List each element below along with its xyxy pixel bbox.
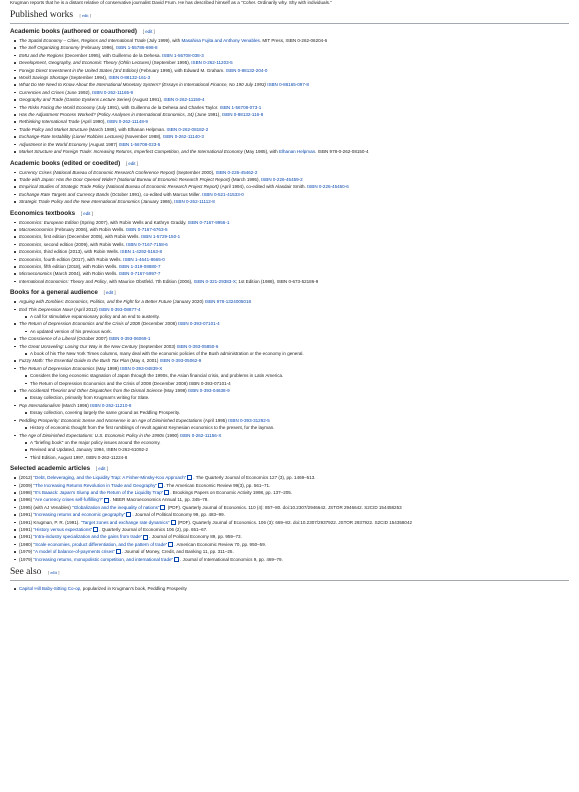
- isbn-link[interactable]: ISBN 0-393-04638-9: [187, 388, 230, 394]
- article-item: [19, 533, 569, 540]
- article-link[interactable]: "The Increasing Returns Revolution in Trade and Geography": [33, 482, 157, 488]
- external-link-icon: [164, 490, 169, 495]
- isbn-link[interactable]: ISBN 0-88132-161-3: [108, 75, 151, 81]
- article-journal: . Journal of Money, Credit, and Banking 11, pp. 311–25.: [122, 549, 234, 555]
- list-item: [19, 320, 569, 327]
- book-details: , third edition (2013), with Robin Wells.: [41, 249, 121, 255]
- articles-list: [10, 474, 569, 563]
- list-item: [19, 126, 569, 133]
- edit-bracket: [ edit ]: [142, 29, 155, 34]
- book-details: (July 1991), with Guillermo de la Dehesa and Charles Taylor.: [95, 104, 220, 110]
- book-details: (February 1996),: [79, 45, 116, 51]
- article-link[interactable]: "Are currency crises self-fulfilling?": [33, 497, 104, 503]
- sub-list-item: History of economic thought from the first rumblings of revolt against Keynesian economics to the present, for the layman.: [30, 424, 569, 431]
- see-also-list: [10, 585, 569, 592]
- book-title: Economics: [19, 234, 42, 240]
- see-also-link[interactable]: Capitol Hill Baby-Sitting Co-op: [19, 586, 81, 591]
- article-item: [19, 504, 569, 511]
- book-details: (May 1999): [94, 365, 121, 371]
- article-year: (1991): [19, 526, 34, 532]
- intro-text: Krugman reports that he is a distant relative of conservative journalist David Frum. He has described himself as a "Coher. Ordinarily why. Shy with individuals.": [10, 0, 332, 5]
- book-details: (September 1995),: [150, 60, 192, 66]
- book-details: (September 1994),: [68, 75, 109, 81]
- book-title: EMU and the Regions: [19, 52, 64, 58]
- textbooks-list: [10, 219, 569, 286]
- sub-list-item: A book of his The New York Times columns, many deal with the economic policies of the Bush administration or the economy in general.: [30, 350, 569, 357]
- isbn-link[interactable]: ISBN 0-226-45459-2: [261, 176, 303, 182]
- external-link-icon: [93, 527, 98, 532]
- book-tail: . ISBN 978-0-262-08150-4: [315, 149, 369, 155]
- article-year: (1995) (with AJ Venables): [19, 504, 73, 510]
- book-details: , fourth edition (2017), with Robin Wells.: [41, 256, 124, 262]
- book-title: The Great Unraveling: Losing Our Way in the New Century: [19, 343, 138, 349]
- list-item: [19, 104, 569, 111]
- book-title: The Self Organizing Economy: [19, 45, 80, 51]
- list-item: [19, 198, 569, 205]
- book-details: (April 1994), co-edited with Alasdair Smith.: [218, 184, 308, 190]
- book-details: (April 1990),: [79, 119, 107, 125]
- edit-bracket: [ edit ]: [95, 466, 108, 472]
- list-item: [19, 241, 569, 248]
- sub-list-item: Essay collection, primarily from Krugman's writing for Slate.: [30, 394, 569, 401]
- article-item: [19, 541, 569, 548]
- sub-list-item: An updated version of his previous work.: [30, 328, 569, 335]
- see-also-item: [19, 585, 569, 592]
- isbn-link[interactable]: Masahisa Fujita and Anthony Venables: [181, 38, 260, 43]
- book-tail: ; 1st Edition (1988), ISBN 0-673-52186-9: [235, 278, 319, 284]
- articles-title: Selected academic articles: [10, 465, 91, 473]
- see-also-text: , popularized in Krugman's book, Peddling Prosperity: [80, 586, 187, 591]
- book-details: (August 1991),: [131, 97, 164, 103]
- general-audience-heading: [10, 289, 569, 297]
- article-year: (1991): [19, 534, 34, 540]
- list-item: [19, 59, 569, 66]
- edit-bracket: [ edit ]: [80, 210, 93, 216]
- list-item: [19, 298, 569, 305]
- book-title: Pop Internationalism: [19, 402, 61, 408]
- isbn-link[interactable]: ISBN 0-262-11165-9: [92, 89, 134, 95]
- general-audience-list: [10, 298, 569, 461]
- book-title: Adjustment in the World Economy: [19, 141, 88, 147]
- list-item: [19, 248, 569, 255]
- book-details: (October 1991), co-edited with Marcus Miller.: [109, 191, 203, 197]
- book-title: Rethinking International Trade: [19, 119, 80, 125]
- academic-edited-heading: [10, 160, 569, 168]
- article-journal: . The Quarterly Journal of Economics 127 (3), pp. 1469–513.: [193, 475, 316, 481]
- sub-list: [19, 439, 569, 461]
- sub-list: [19, 350, 569, 357]
- book-details: (June 1992),: [63, 89, 93, 95]
- article-year: (1996): [19, 497, 34, 503]
- book-details: (December 1995), with Guillermo de la Dehesa.: [63, 52, 163, 58]
- book-title: Macroeconomics: [19, 226, 54, 232]
- list-item: [19, 169, 569, 176]
- book-title: Currency Crises (National Bureau of Economic Research Conference Report): [19, 169, 176, 175]
- article-item: [19, 556, 569, 563]
- article-year: (1991): [19, 512, 34, 518]
- academic-authored-list: [10, 37, 569, 156]
- isbn-link[interactable]: ISBN 0-262-11203-5: [191, 60, 233, 66]
- see-also-heading: [10, 566, 569, 581]
- isbn-link[interactable]: ISBN 0-393-07101-4: [177, 321, 220, 327]
- book-title: Economics: [19, 241, 42, 247]
- external-link-icon: [174, 557, 179, 562]
- sub-list: [19, 372, 569, 387]
- external-link-icon: [143, 535, 148, 540]
- academic-authored-title: Academic books (authored or coauthored): [10, 28, 138, 35]
- article-item: [19, 489, 569, 496]
- book-title: Development, Geography, and Economic Theory (Ohlin Lectures): [19, 60, 151, 66]
- book-details: (May 4, 2001): [129, 358, 160, 364]
- edit-link[interactable]: edit: [50, 570, 57, 575]
- article-journal: (PDF). Quarterly Journal of Economics. 106 (3): 669–82. doi:10.2307/2937922. JSTOR 2937922. S2CID 154358042: [176, 519, 413, 525]
- isbn-link[interactable]: ISBN 0-262-11156-X: [179, 432, 222, 438]
- list-item: [19, 37, 569, 44]
- list-item: [19, 74, 569, 81]
- list-item: [19, 270, 569, 277]
- book-details: (October 2007): [75, 336, 109, 342]
- isbn-link[interactable]: ISBN 0-393-05850-6: [176, 343, 219, 349]
- sub-list-item: Third Edition, August 1997, ISBN 0-262-11224-8: [30, 454, 569, 461]
- textbooks-heading: [10, 210, 569, 218]
- sub-list-item: Essay collection, covering largely the same ground as Peddling Prosperity.: [30, 409, 569, 416]
- book-title: The Accidental Theorist and Other Dispatches from the Dismal Science: [19, 388, 163, 394]
- isbn-link[interactable]: ISBN 0-393-05062-9: [159, 358, 202, 364]
- list-item: [19, 306, 569, 313]
- list-item: [19, 233, 569, 240]
- book-title: What Do We Need to Know About the International Monetary System? (Essays in International Finance, No 190 July 1993): [19, 82, 266, 88]
- isbn-link[interactable]: ISBN 1-56708-038-3: [162, 52, 204, 58]
- book-details: (July 1999), with: [145, 38, 182, 43]
- isbn-link[interactable]: ISBN 0-262-08182-2: [166, 126, 209, 132]
- article-link[interactable]: "Globalization and the inequality of nations": [72, 504, 160, 510]
- article-link[interactable]: "Debt, Deleveraging, and the Liquidity Trap: A Fisher-Minsky-Koo Approach": [33, 475, 187, 481]
- book-title: Peddling Prosperity: Economic Sense and Nonsense in an Age of Diminished Expectations: [19, 417, 203, 423]
- book-details: (1990): [164, 432, 180, 438]
- general-audience-title: Books for a general audience: [10, 289, 98, 297]
- sub-list-item: Revised and Updated, January 1994, ISBN 0-262-61092-2: [30, 446, 569, 453]
- isbn-link[interactable]: ISBN 0-226-45462-2: [215, 169, 258, 175]
- isbn-link[interactable]: Elhanan Helpman: [278, 149, 316, 155]
- sub-list-item: Considers the long economic stagnation of Japan through the 1990s, the Asian financial crisis, and problems in Latin America.: [30, 372, 569, 379]
- edit-link[interactable]: edit: [98, 466, 106, 472]
- sub-list: [19, 409, 569, 416]
- book-title: The Age of Diminished Expectations: U.S. Economic Policy in the 1990s: [19, 432, 165, 438]
- article-year: (1979): [19, 556, 34, 562]
- article-journal: . Journal of International Economics 9, pp. 469–79.: [180, 556, 283, 562]
- external-link-icon: [168, 542, 173, 547]
- book-title: Microeconomics: [19, 271, 52, 277]
- book-details: , with Maurice Obstfeld. 7th Edition (2006),: [106, 278, 194, 284]
- article-journal: . American Economic Review 70, pp. 950–59.: [174, 541, 266, 547]
- book-details: (February 2006), with Robin Wells.: [53, 226, 126, 232]
- list-item: [19, 263, 569, 270]
- isbn-link[interactable]: ISBN 0-393-31292-5: [228, 417, 270, 423]
- published-works-heading: [10, 9, 569, 24]
- isbn-link[interactable]: ISBN 978-1324005018: [204, 299, 252, 305]
- isbn-link[interactable]: ISBN 0-393-04839-X: [120, 365, 163, 371]
- list-item: [19, 52, 569, 59]
- isbn-link[interactable]: ISBN 0-88132-204-0: [225, 67, 268, 73]
- isbn-link[interactable]: ISBN 0-226-45460-6: [307, 184, 349, 190]
- article-journal: (PDF). Quarterly Journal of Economics. 110 (4): 857–80. doi:10.2307/2946642. JSTOR 2946642. S2CID 154458253: [166, 504, 402, 510]
- isbn-link[interactable]: ISBN 1-56708-073-1: [219, 104, 262, 110]
- article-link[interactable]: "It's Baaack: Japan's Slump and the Return of the Liquidity Trap": [33, 489, 164, 495]
- article-year: (2009): [19, 482, 34, 488]
- list-item: [19, 278, 569, 285]
- sub-list: [19, 313, 569, 320]
- article-year: (1979): [19, 549, 34, 555]
- book-details: (January 2020): [171, 299, 205, 305]
- book-details: (September 2000),: [175, 169, 216, 175]
- article-link[interactable]: "A model of balance-of-payments crises": [33, 549, 115, 555]
- book-title: Economics: [19, 263, 42, 269]
- isbn-link[interactable]: ISBN 0-7167-7158-6: [126, 241, 168, 247]
- article-item: [19, 511, 569, 518]
- sub-list-item: A call for stimulative expansionary policy and an end to austerity.: [30, 313, 569, 320]
- list-item: [19, 89, 569, 96]
- external-link-icon: [158, 483, 163, 488]
- book-details: , fifth edition (2018), with Robin Wells.: [41, 263, 119, 269]
- book-title: The Conscience of a Liberal: [19, 336, 76, 342]
- article-item: [19, 474, 569, 481]
- isbn-link[interactable]: ISBN 0-88132-116-8: [221, 112, 264, 118]
- book-title: Economics: [19, 256, 42, 262]
- article-item: [19, 519, 569, 526]
- edit-bracket: [ edit ]: [103, 290, 116, 296]
- article-journal: . The American Economic Review 99(3), pp. 561–71.: [163, 482, 271, 488]
- book-details: , first edition (December 2005), with Robin Wells.: [41, 234, 141, 240]
- article-year: (1998): [19, 489, 34, 495]
- isbn-link[interactable]: ISBN 1-4292-5163-8: [120, 249, 162, 255]
- isbn-link[interactable]: ISBN 1-56708-023-5: [118, 141, 161, 147]
- book-details: (May 1985), with: [242, 149, 279, 155]
- article-link[interactable]: "History versus expectations": [33, 526, 93, 532]
- book-details: (November 1988),: [123, 134, 163, 140]
- book-title: Economics: European Edition: [19, 219, 79, 225]
- article-journal: . NBER Macroeconomics Annual 11, pp. 345–78.: [110, 497, 209, 503]
- book-tail: . MIT Press, ISBN 0-262-06204-6: [259, 38, 328, 43]
- external-link-icon: [187, 475, 192, 480]
- isbn-link[interactable]: ISBN 1-4641-8665-0: [123, 256, 165, 262]
- sub-list: [19, 394, 569, 401]
- book-title: Fuzzy Math: The Essential Guide to the Bush Tax Plan: [19, 358, 130, 364]
- list-item: [19, 357, 569, 364]
- academic-authored-heading: [10, 28, 569, 36]
- list-item: [19, 335, 569, 342]
- list-item: [19, 141, 569, 148]
- isbn-link[interactable]: ISBN 0-321-29383-X: [193, 278, 236, 284]
- isbn-link[interactable]: ISBN 0-262-11140-3: [162, 134, 204, 140]
- isbn-link[interactable]: ISBN 0-7167-5997-7: [118, 271, 161, 277]
- book-details: (December 2008): [140, 321, 178, 327]
- sub-list: [19, 328, 569, 335]
- isbn-link[interactable]: ISBN 0-262-11148-9: [106, 119, 148, 125]
- edit-link[interactable]: edit: [145, 29, 153, 34]
- book-details: (Spring 2007), with Robin Wells and Kathryn Graddy.: [78, 219, 188, 225]
- book-details: (April 1995): [202, 417, 229, 423]
- academic-edited-title: Academic books (edited or coedited): [10, 159, 121, 167]
- book-title: Currencies and Crises: [19, 89, 64, 95]
- article-journal: . Journal of Political Economy 89, pp. 959–73.: [149, 534, 242, 540]
- book-details: (May 1998): [162, 388, 188, 394]
- see-also-title: See also: [10, 567, 42, 577]
- article-link[interactable]: "Intra-industry specialization and the gains from trade": [33, 534, 143, 540]
- list-item: [19, 67, 569, 74]
- article-item: [19, 548, 569, 555]
- list-item: [19, 96, 569, 103]
- list-item: [19, 432, 569, 439]
- list-item: [19, 148, 569, 155]
- book-title: Arguing with Zombies: Economics, Politics, and the Fight for a Better Future: [19, 299, 172, 305]
- sub-list-item: The Return of Depression Economics and the Crisis of 2008 (December 2008) ISBN 0-393-07101-4: [30, 380, 569, 387]
- article-journal: . Journal of Political Economy 99, pp. 483–99.: [132, 512, 225, 518]
- academic-edited-list: [10, 169, 569, 206]
- book-details: (March 1996): [60, 402, 91, 408]
- sub-list-item: A "briefing book" on the major policy issues around the economy.: [30, 439, 569, 446]
- list-item: [19, 417, 569, 424]
- list-item: [19, 118, 569, 125]
- article-year: (1991) Krugman, P. R. (1991).: [19, 519, 81, 525]
- book-details: (February 1995), with Edward M. Graham.: [138, 67, 226, 73]
- edit-link[interactable]: edit: [83, 210, 91, 216]
- external-link-icon: [160, 505, 165, 510]
- article-link[interactable]: "Increasing returns, monopolistic competition, and international trade": [33, 556, 174, 562]
- list-item: [19, 191, 569, 198]
- list-item: [19, 183, 569, 190]
- book-title: Geography and Trade (Gaston Eyskens Lecture Series): [19, 97, 132, 103]
- list-item: [19, 81, 569, 88]
- sub-list: [19, 424, 569, 431]
- article-link[interactable]: "Target zones and exchange rate dynamics": [80, 519, 170, 525]
- external-link-icon: [104, 498, 109, 503]
- article-year: (2012): [19, 475, 34, 481]
- article-link[interactable]: "Scale economies, product differentiation, and the pattern of trade": [33, 541, 168, 547]
- isbn-link[interactable]: ISBN 0-393-06069-1: [108, 336, 151, 342]
- isbn-link[interactable]: ISBN 0-262-11159-4: [163, 97, 205, 103]
- book-title: Market Structure and Foreign Trade: Increasing Returns, Imperfect Competition, and the International Economy: [19, 149, 243, 155]
- section-title: Published works: [10, 10, 74, 20]
- book-details: (August 1987): [87, 141, 119, 147]
- list-item: [19, 219, 569, 226]
- book-title: Trade with Japan: Has the Door Opened Wider? (National Bureau of Economic Research Project Report): [19, 176, 231, 182]
- isbn-link[interactable]: ISBN 0-88165-097-8: [267, 82, 309, 88]
- book-title: Exchange-Rate Instability (Lionel Robbins Lectures): [19, 134, 124, 140]
- list-item: [19, 256, 569, 263]
- list-item: [19, 226, 569, 233]
- book-details: , second edition (2009), with Robin Wells.: [41, 241, 127, 247]
- isbn-link[interactable]: ISBN 0-7167-9956-1: [187, 219, 230, 225]
- edit-bracket: [ edit ]: [125, 160, 138, 166]
- articles-heading: [10, 465, 569, 473]
- isbn-link[interactable]: ISBN 0-521-41533-0: [202, 191, 244, 197]
- isbn-link[interactable]: ISBN 0-393-08877-4: [98, 306, 141, 312]
- isbn-link[interactable]: ISBN 0-7167-6763-5: [125, 226, 168, 232]
- edit-bracket: [ edit ]: [79, 13, 92, 18]
- book-details: (March 2004), with Robin Wells.: [51, 271, 119, 277]
- isbn-link[interactable]: ISBN 1-5729-150-1: [140, 234, 181, 240]
- edit-bracket: [ edit ]: [47, 570, 60, 575]
- list-item: [19, 111, 569, 118]
- book-title: International Economics: Theory and Policy: [19, 278, 107, 284]
- book-title: The Return of Depression Economics: [19, 365, 95, 371]
- list-item: [19, 402, 569, 409]
- isbn-link[interactable]: ISBN 0-262-11210-8: [90, 402, 132, 408]
- list-item: [19, 365, 569, 372]
- book-title: Empirical Studies of Strategic Trade Policy (National Bureau of Economic Research Project Report): [19, 184, 219, 190]
- book-details: (June 1991),: [193, 112, 222, 118]
- article-year: (1980): [19, 541, 34, 547]
- book-details: (September 2003): [137, 343, 177, 349]
- list-item: [19, 343, 569, 350]
- edit-link[interactable]: edit: [82, 13, 89, 18]
- book-details: (March 1989), with Elhanan Helpman.: [87, 126, 167, 132]
- isbn-link[interactable]: ISBN 1-55786-698-8: [115, 45, 158, 51]
- book-title: The Spatial Economy – Cities, Regions and International Trade: [19, 38, 146, 43]
- book-details: (March 1995),: [230, 176, 261, 182]
- external-link-icon: [126, 512, 131, 517]
- external-link-icon: [116, 549, 121, 554]
- external-link-icon: [171, 520, 176, 525]
- book-title: World Savings Shortage: [19, 75, 69, 81]
- list-item: [19, 176, 569, 183]
- book-title: Has the Adjustment Process Worked? (Policy Analyses in International Economics, 34): [19, 112, 194, 118]
- book-title: End This Depression Now!: [19, 306, 73, 312]
- article-item: [19, 496, 569, 503]
- edit-link[interactable]: edit: [128, 160, 136, 166]
- article-journal: . Quarterly Journal of Economics 106 (2), pp. 651–67.: [99, 526, 208, 532]
- book-details: (April 2012): [72, 306, 99, 312]
- isbn-link[interactable]: ISBN 0-262-11112-8: [174, 199, 215, 205]
- book-title: Economics: [19, 249, 42, 255]
- isbn-link[interactable]: ISBN 1-319-08880-7: [118, 263, 161, 269]
- book-title: Strategic Trade Policy and the New International Economics: [19, 199, 140, 205]
- book-details: (January 1986),: [139, 199, 175, 205]
- list-item: [19, 44, 569, 51]
- book-title: Trade Policy and Market Structure: [19, 126, 88, 132]
- article-link[interactable]: "Increasing returns and economic geography": [33, 512, 126, 518]
- article-item: [19, 482, 569, 489]
- book-title: Foreign Direct Investment in the United States (3rd Edition): [19, 67, 139, 73]
- list-item: [19, 133, 569, 140]
- book-title: The Return of Depression Economics and the Crisis of 2008: [19, 321, 141, 327]
- book-title: Exchange Rate Targets and Currency Bands: [19, 191, 110, 197]
- list-item: [19, 387, 569, 394]
- book-title: The Risks Facing the World Economy: [19, 104, 96, 110]
- edit-link[interactable]: edit: [106, 290, 114, 296]
- article-item: [19, 526, 569, 533]
- textbooks-title: Economics textbooks: [10, 209, 76, 217]
- article-journal: . Brookings Papers on Economic Activity 1998, pp. 137–205.: [170, 489, 293, 495]
